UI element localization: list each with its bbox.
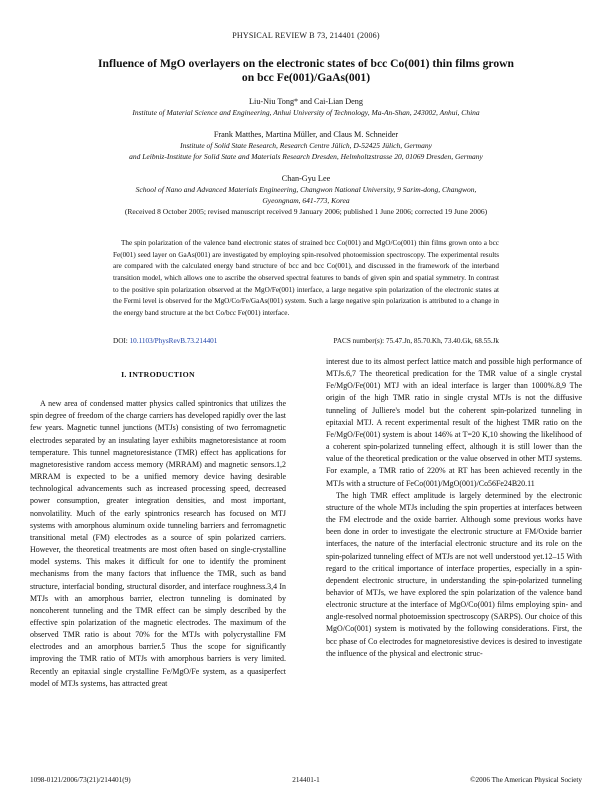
received-dates: (Received 8 October 2005; revised manuscript received 9 January 2006; published 1 June 2006; corrected 19 June 2006)	[124, 207, 488, 216]
affiliation-1: Institute of Material Science and Engineering, Anhui University of Technology, Ma-An-Shan, 243002, Anhui, China	[132, 108, 480, 117]
paper-title	[70, 57, 542, 85]
authors-group-3: Chan-Gyu Lee	[281, 174, 331, 183]
authors-group-2: Frank Matthes, Martina Müller, and Claus M. Schneider	[213, 130, 399, 139]
title-line-2: on bcc Fe(001)/GaAs(001)	[241, 71, 371, 84]
footer-page-number: 214401-1	[292, 776, 320, 784]
affiliation-3b: Gyeongnam, 641-773, Korea	[262, 196, 350, 205]
doi-label: DOI:	[113, 337, 128, 345]
author-affiliation-block	[30, 96, 582, 217]
affiliation-3a: School of Nano and Advanced Materials Engineering, Changwon National University, 9 Sarim-dong, Changwon,	[135, 185, 477, 194]
doi-pacs-line	[113, 337, 499, 345]
title-line-1: Influence of MgO overlayers on the electronic states of bcc Co(001) thin films grown	[98, 57, 514, 70]
right-paragraph-2: The high TMR effect amplitude is largely determined by the electronic structure of the whole MTJs including the spin properties at interfaces between the FM electrode and the oxide barrier. Although some previous works have been done in order to investigate the electronic structure at FM/Oxide barrier interfaces, the nature of the interfacial electronic structure and its role on the spin-polarized tunneling effect of MTJs are not well understood yet.12–15 With regard to the critical importance of interface properties, especially in a spin-dependent electronic structure, in understanding the spin-polarized tunneling behavior of MTJs, we have explored the spin polarization of the valence band electronic structure at the interface of MgO/Co(001) films employing spin- and angle-resolved normal photoemission spectroscopy (SARPS). Our choice of this MgO/Co(001) system is motivated by the following considerations. First, the bcc phase of Co electrodes for magnetoresistive devices is desired to investigate the influence of the physical and electronic struc-	[326, 490, 582, 658]
left-paragraph-1: A new area of condensed matter physics called spintronics that utilizes the spin degree of freedom of the charge carriers has developed rapidly over the last few years. Magnetic tunnel junctions (MTJs) consisting of two ferromagnetic electrodes separated by an insulating layer exhibits magnetoresistance at room temperature. This tunnel magnetoresistance (TMR) effect has applications for magnetoresistive random access memory (MRRAM) and magnetic sensors.1,2 MRRAM is expected to be a unified memory device having desirable technological advancements such as increased processing speed, decreased power consumption, greater integration densities, and most important, nonvolatility. Much of the early spintronics research has focused on MTJ systems with amorphous aluminum oxide tunneling barriers and ferromagnetic transitional metal (FM) electrodes as a source of spin polarized carriers. However, the theoretical treatments are most often based on single-crystalline model systems. This makes it difficult for one to identify the prominent mechanisms from the many factors that influence the TMR, such as band structure, interfacial bonding, structural disorder, and interface roughness.3,4 In MTJs with an amorphous barrier, electron tunneling is dominated by noncoherent tunneling and the TMR effect can be simply described by the effective spin polarization of the magnetic electrodes. The maximum of the observed TMR ratio is about 70% for the MTJs with polycrystalline FM electrodes and an amorphous barrier.5 Thus the scope for significantly improving the TMR ratio of MTJs with amorphous barriers is very limited. Recently an epitaxial single crystalline Fe/MgO/Fe system, as a quasiperfect model of MTJs systems, has attracted great	[30, 399, 286, 688]
footer-issn: 1098-0121/2006/73(21)/214401(9)	[30, 776, 131, 784]
abstract: The spin polarization of the valence band electronic states of strained bcc Co(001) and MgO/Co(001) thin films grown onto a bcc Fe(001) seed layer on GaAs(001) are investigated by employing spin-resolved photoemission spectroscopy. The experimental results are compared with the calculated energy band structure of bcc and bcc Co(001), and discussed in the framework of the interband transition model, which allows one to ascribe the observed spectral features to bands of given spin and spatial symmetry. In contrast to the positive spin polarization observed at the MgO/Fe(001) interface, a large negative spin polarization of the electronic states at the Fermi level is observed for the MgO/Co/Fe/GaAs(001) system. Such a large negative spin polarization is attributed to a change in the energy band structure at the bct Co/bcc Fe(001) interface.	[113, 239, 499, 317]
doi-link[interactable]: 10.1103/PhysRevB.73.214401	[129, 337, 218, 345]
section-title: I. INTRODUCTION	[121, 370, 195, 379]
right-paragraph-1: interest due to its almost perfect lattice match and possible high performance of MTJs.6,7 The theoretical predication for the TMR value of a single crystal Fe/MgO/Fe(001) MTJ with an ideal interface is larger than 1000%.8,9 The origin of the high TMR ratio in single crystal MTJs is not the diffusive tunneling of Julliere's model but the coherent spin-polarized tunneling in epitaxial MTJ. A recent experimental result of the highest TMR ratio on the Fe/MgO/Fe(001) system is about 146% at T=20 K,10 showing the likelihood of a coherent spin-polarized tunneling effect, although it is still lower than the value of the theoretical predication or the value observed in other MTJ systems. For example, a TMR ratio of 220% at RT has been achieved recently in the MTJs with a structure of FeCo(001)/MgO(001)/Co56Fe24B20.11	[326, 357, 582, 488]
affiliation-2b: and Leibniz-Institute for Solid State and Materials Research Dresden, Helmholtzstrasse 20, 01069 Dresden, Germany	[129, 152, 483, 161]
authors-group-1: Liu-Niu Tong* and Cai-Lian Deng	[249, 97, 363, 106]
journal-header: PHYSICAL REVIEW B 73, 214401 (2006)	[232, 31, 380, 40]
footer-copyright: ©2006 The American Physical Society	[470, 776, 582, 784]
affiliation-2a: Institute of Solid State Research, Research Centre Jülich, D-52425 Jülich, Germany	[180, 141, 432, 150]
left-column	[30, 369, 286, 690]
pacs-numbers: PACS number(s): 75.47.Jn, 85.70.Kh, 73.40.Gk, 68.55.Jk	[333, 337, 499, 345]
right-column	[326, 356, 582, 660]
